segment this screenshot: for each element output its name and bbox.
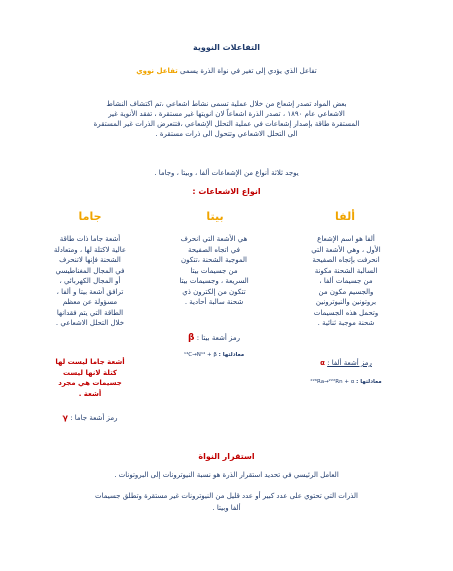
gamma-symbol: γ [62, 413, 68, 422]
beta-description [165, 234, 263, 308]
beta-equation-row [165, 352, 263, 358]
gamma-description [35, 234, 145, 329]
beta-line: شحنة سالبة أحادية . [184, 298, 244, 306]
beta-title: بيتا [206, 210, 224, 223]
gamma-note-line: أشعة جاما ليست لها [55, 358, 125, 366]
alpha-equation-label: معادلتها : [356, 379, 382, 385]
alpha-description [300, 234, 392, 329]
gamma-line: ترافق أشعة بيتا و ألفا ، [56, 287, 124, 296]
beta-symbol-row [165, 333, 263, 344]
intro-line: المستقرة طاقة بإصدار إشعاعات في عملية التحلل الإشعاعي ،فتتعرض الذرات غير المستقرة [93, 120, 360, 128]
alpha-symbol-row [300, 358, 392, 369]
stability-line-2a: الذرات التي تحتوي على عدد كبير أو عدد قليل من النيوترونات غير مستقرة وتطلق جسيمات [95, 492, 358, 500]
gamma-line: أشعة جاما ذات طاقة [59, 235, 121, 243]
alpha-symbol-label: رمز أشعة ألفا : [327, 359, 372, 367]
stability-line-1: العامل الرئيسي في تحديد استقرار الذرة هو نسبة النيوترونات إلى البروتونات . [114, 471, 339, 479]
alpha-symbol: α [320, 359, 325, 367]
gamma-line: مسؤولة عن معظم [62, 298, 118, 306]
beta-equation-label: معادلتها : [218, 352, 245, 358]
beta-line: الموجبة الشحنة ،تتكون [180, 256, 248, 264]
definition-text: تفاعل الذي يؤدي إلى تغير في نواة الذرة يسمى [180, 67, 317, 75]
intro-line: الاشعاعي عام ١٨٩٠ ، تصدر الذرة اشعاعاً لان انويتها غير مستقرة ، تفقد الأنوية غير [108, 110, 345, 118]
beta-symbol-label: رمز أشعة بيتا : [196, 334, 240, 342]
beta-line: هي الأشعة التي انحرف [180, 235, 248, 243]
stability-heading: استقرار النواة [198, 452, 255, 461]
alpha-equation: ²²⁶Ra→²²²Rn + α [310, 379, 355, 385]
alpha-line: والجسيم مكون من [318, 287, 374, 296]
intro-paragraph [20, 99, 433, 139]
gamma-line: الطاقة التي يتم فقدانها [56, 308, 124, 317]
alpha-line: من جسيمات ألفا ، [319, 277, 373, 285]
alpha-title: ألفا [335, 210, 355, 223]
stability-line-2b: ألفا وبيتا . [212, 504, 241, 512]
gamma-title: جاما [78, 210, 102, 223]
gamma-note-line: كتلة لانها ليست [62, 368, 117, 377]
alpha-line: السالبة الشحنة مكونة [314, 266, 378, 275]
gamma-note-line: جسيمات هي مجرد [58, 379, 122, 387]
beta-line: من جسيمات بيتا [190, 266, 238, 275]
definition-line [30, 66, 423, 76]
beta-line: السريعة ، وجسيمات بيتا [179, 277, 249, 285]
beta-line: في اتجاه الصفيحة [188, 245, 240, 254]
alpha-line: انحرفت بإتجاه الصفيحة [312, 256, 380, 264]
alpha-line: ألفا هو اسم الإشعاع [317, 235, 375, 243]
gamma-symbol-row [40, 413, 140, 424]
gamma-line: في المجال المغناطيسي [55, 266, 125, 275]
alpha-line: الأول ، وهي الأشعة التي [311, 245, 381, 254]
alpha-line: شحنة موجبة ثنائية . [317, 319, 375, 327]
definition-term: تفاعل نووي [136, 67, 178, 75]
alpha-equation-row [300, 379, 392, 385]
page-title: التفاعلات النووية [193, 43, 260, 52]
gamma-note-line: أشعة . [78, 389, 102, 398]
intro-line: بعض المواد تصدر إشعاع من خلال عملية تسمى نشاط اشعاعي ،تم اكتشاف النشاط [106, 100, 347, 108]
types-heading: انواع الاشعاعات : [192, 187, 261, 196]
alpha-line: وتحمل هذه الجسيمات [313, 308, 379, 317]
gamma-symbol-label: رمز أشعة جاما : [70, 414, 118, 422]
beta-symbol: β [188, 333, 195, 343]
alpha-line: بروتونين والنيوترونين [315, 298, 377, 306]
beta-equation: ¹⁴C→N¹⁴ + β [183, 352, 217, 358]
types-intro: يوجد ثلاثة أنواع من الإشعاعات ألفا ، وبيتا ، وجاما . [154, 169, 299, 177]
gamma-line: الشحنة فإنها لاتنحرف [59, 256, 121, 264]
beta-line: تتكون من إلكترون ذي [182, 287, 246, 296]
gamma-line: أو المجال الكهربائي ، [59, 277, 121, 285]
gamma-line: عالية لاكتلة لها ، ومتعادلة [53, 245, 127, 254]
gamma-note [40, 357, 140, 399]
gamma-line: خلال التحلل الاشعاعي . [55, 319, 125, 327]
intro-line: الى التحلل الاشعاعي وتتحول الى ذرات مستقرة . [155, 130, 298, 138]
